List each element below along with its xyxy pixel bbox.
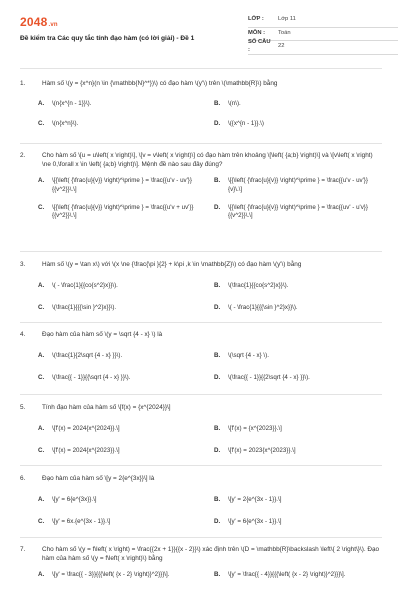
info-value: Lớp 11 — [278, 16, 296, 23]
question-4 — [20, 331, 382, 382]
option-text: \(n\). — [228, 99, 241, 107]
divider — [20, 537, 382, 538]
option-a[interactable] — [38, 571, 206, 579]
question-text: Hàm số \(y = {x^n}(n \in {\mathbb{N}^*})\) có đạo hàm \(y'\) trên \(\mathbb{R}\) bằng — [42, 80, 278, 87]
question-1 — [20, 80, 382, 128]
question-number: 2. — [20, 152, 26, 159]
option-a[interactable] — [38, 352, 206, 360]
option-label: A. — [38, 177, 45, 185]
question-3 — [20, 261, 382, 312]
option-label: D. — [214, 204, 221, 211]
option-label: A. — [38, 281, 45, 289]
question-7 — [20, 546, 382, 580]
option-text: \[f'(x) = {x^{2023}}.\] — [228, 424, 282, 432]
option-b[interactable] — [214, 496, 382, 504]
option-label: A. — [38, 424, 45, 432]
info-value: Toán — [278, 29, 291, 36]
option-text: \[y' = 6x.{e^{3x - 1}}.\] — [52, 518, 111, 525]
option-text: \(n{x^n}\). — [52, 120, 79, 127]
option-text: \(\frac{{ - 1}}{{\sqrt {4 - x} }}\). — [52, 374, 131, 381]
question-2 — [20, 152, 382, 221]
option-text: \(n{x^{n - 1}}\). — [52, 99, 92, 107]
option-d[interactable] — [214, 374, 382, 382]
option-text: \( - \frac{1}{{co{s^2}x}}\). — [52, 281, 118, 289]
exam-info-table — [248, 14, 398, 55]
option-d[interactable] — [214, 447, 382, 455]
question-number: 5. — [20, 404, 26, 411]
page-title: Đề kiểm tra Các quy tắc tính đạo hàm (có lời giải) - Đề 1 — [20, 35, 195, 42]
option-label: A. — [38, 99, 45, 107]
option-text: \[{\left( {\frac{u}{v}} \right)^\prime } = \frac{{u'v - uv'}}{{v^2}}\.\] — [52, 177, 192, 193]
question-number: 6. — [20, 475, 26, 482]
option-label: D. — [214, 447, 221, 454]
divider — [20, 143, 382, 144]
site-logo[interactable] — [20, 14, 58, 30]
info-row-class — [248, 14, 398, 28]
option-label: B. — [214, 351, 221, 359]
option-c[interactable] — [38, 204, 206, 221]
divider — [20, 465, 382, 466]
option-text: \[{\left( {\frac{u}{v}} \right)^\prime } = \frac{{u'v - uv'}}{v}\.\] — [228, 177, 368, 193]
option-d[interactable] — [214, 204, 382, 221]
option-text: \(\frac{1}{{co{s^2}x}}\). — [228, 281, 289, 289]
logo-suffix: .vn — [48, 22, 58, 28]
question-text: Đạo hàm của hàm số \(y = \sqrt {4 - x} \) là — [42, 331, 163, 338]
option-b[interactable] — [214, 177, 382, 194]
divider — [20, 68, 382, 69]
option-text: \[y' = 6{e^{3x - 1}}.\] — [228, 518, 282, 525]
option-label: D. — [214, 518, 221, 525]
option-label: D. — [214, 120, 221, 127]
option-b[interactable] — [214, 425, 382, 433]
option-label: C. — [38, 374, 45, 381]
option-text: \[f'(x) = 2023{x^{2023}}.\] — [228, 447, 296, 454]
option-a[interactable] — [38, 100, 206, 108]
option-c[interactable] — [38, 518, 206, 526]
option-text: \(\frac{1}{{{\sin }^2}x}}\). — [52, 304, 117, 311]
question-number: 4. — [20, 331, 26, 338]
option-c[interactable] — [38, 447, 206, 455]
option-text: \[y' = 6{e^{3x}}.\] — [52, 495, 97, 503]
info-value: 22 — [278, 43, 285, 50]
option-b[interactable] — [214, 571, 382, 579]
option-text: \[y' = 2{e^{3x - 1}}.\] — [228, 495, 282, 503]
option-d[interactable] — [214, 304, 382, 312]
option-text: \[f'(x) = 2024{x^{2023}}.\] — [52, 447, 120, 454]
option-label: B. — [214, 177, 221, 185]
question-text: Đạo hàm của hàm số \[y = 2{e^{3x}}\] là — [42, 475, 155, 482]
option-label: B. — [214, 99, 221, 107]
option-label: B. — [214, 495, 221, 503]
divider — [20, 322, 382, 323]
option-text: \[{\left( {\frac{u}{v}} \right)^\prime } = \frac{{u'v + uv'}}{{v^2}}\.\] — [52, 204, 194, 220]
option-d[interactable] — [214, 518, 382, 526]
option-a[interactable] — [38, 282, 206, 290]
option-b[interactable] — [214, 282, 382, 290]
option-label: C. — [38, 304, 45, 311]
option-d[interactable] — [214, 120, 382, 128]
question-text: Tính đạo hàm của hàm số \[f(x) = {x^{2024}}\] — [42, 404, 171, 411]
option-text: \(\frac{{ - 1}}{{2\sqrt {4 - x} }}\). — [228, 374, 310, 381]
option-c[interactable] — [38, 304, 206, 312]
info-row-count — [248, 41, 398, 55]
option-c[interactable] — [38, 120, 206, 128]
option-label: B. — [214, 424, 221, 432]
option-label: B. — [214, 571, 221, 579]
question-number: 1. — [20, 80, 26, 87]
option-label: A. — [38, 351, 45, 359]
option-text: \( - \frac{1}{{{\sin }^2}x}}\). — [228, 304, 298, 311]
info-key: LỚP : — [248, 16, 264, 23]
question-number: 7. — [20, 546, 26, 553]
option-b[interactable] — [214, 100, 382, 108]
info-key: SỐ CÂU : — [248, 39, 271, 54]
option-label: D. — [214, 304, 221, 311]
option-text: \(\sqrt {4 - x} \). — [228, 351, 269, 359]
option-a[interactable] — [38, 425, 206, 433]
page-header — [20, 14, 390, 60]
option-a[interactable] — [38, 496, 206, 504]
option-b[interactable] — [214, 352, 382, 360]
option-text: \[y' = \frac{{ - 3}}{{{\left( {x - 2} \right)}^2}}}\]. — [52, 571, 170, 579]
divider — [20, 394, 382, 395]
option-label: C. — [38, 447, 45, 454]
option-label: A. — [38, 571, 45, 579]
option-label: C. — [38, 204, 45, 211]
info-key: MÔN : — [248, 29, 266, 36]
option-label: A. — [38, 495, 45, 503]
option-text: \[{\left( {\frac{u}{v}} \right)^\prime } = \frac{{uv' - u'v}}{{v^2}}\.\] — [228, 204, 368, 220]
option-label: B. — [214, 281, 221, 289]
option-text: \[f'(x) = 2024{x^{2024}}.\] — [52, 424, 120, 432]
option-label: D. — [214, 374, 221, 381]
logo-text: 2048 — [20, 15, 48, 29]
question-text: Cho hàm số \(y = f\left( x \right) = \frac{{2x + 1}}{{x - 2}}\) xác định trên \(D = \mathbb{R}\backslash \left\{ 2 \right\}\). Đạo hàm của hàm số \(y = f\left( x \right)\) bằng — [42, 546, 380, 562]
divider — [20, 251, 382, 252]
option-c[interactable] — [38, 374, 206, 382]
question-5 — [20, 404, 382, 455]
option-text: \[y' = \frac{{ - 4}}{{{\left( {x - 2} \right)}^2}}}\]. — [228, 571, 346, 579]
option-text: \(\frac{1}{2\sqrt {4 - x} }}\). — [52, 351, 123, 359]
option-text: \({x^{n - 1}}.\) — [228, 120, 264, 127]
question-text: Hàm số \(y = \tan x\) với \(x \ne {\frac{\pi }{2} + k\pi ,k \in \mathbb{Z}\) có đạo hàm \(y'\) bằng — [42, 261, 302, 268]
option-a[interactable] — [38, 177, 206, 194]
option-label: C. — [38, 518, 45, 525]
option-label: C. — [38, 120, 45, 127]
question-text: Cho hàm số \[u = u\left( x \right)\], \[v = v\left( x \right)\] có đạo hàm trên khoảng \[\left( {a;b} \right)\] và \[v\left( x \right) \ne 0,\forall x \in \left( {a;b} \right)\]. Mệnh đề nào sau đây đúng? — [42, 152, 373, 168]
question-6 — [20, 475, 382, 526]
question-number: 3. — [20, 261, 26, 268]
